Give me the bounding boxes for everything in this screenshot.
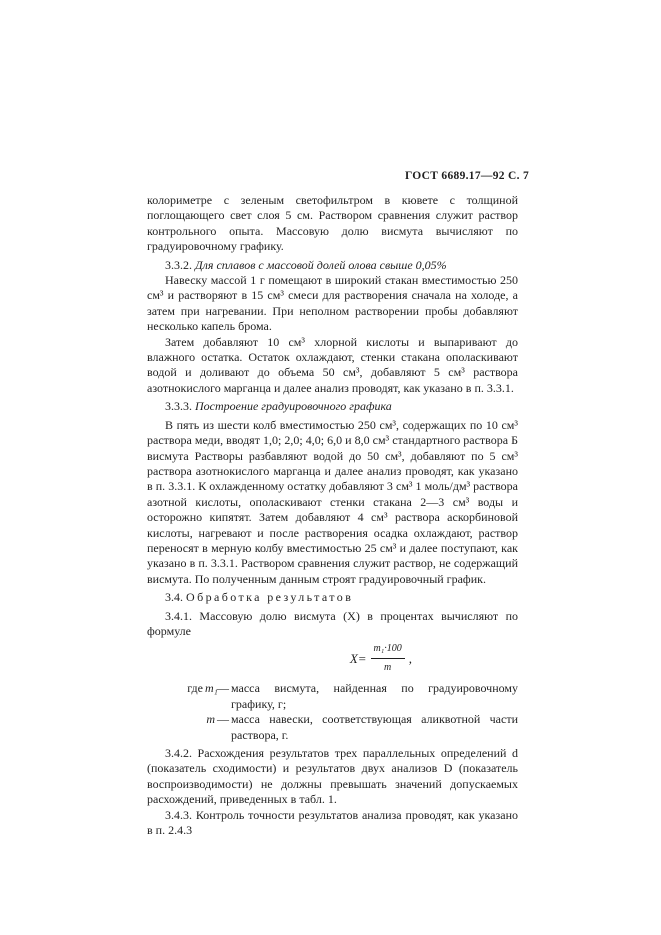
- definition-m: [155, 712, 518, 743]
- formula-numerator: m₁·100: [371, 641, 405, 658]
- formula-trailing-comma: ,: [408, 650, 412, 666]
- symbol-m1: m₁: [205, 681, 218, 696]
- section-title: Построение градуировочного графика: [195, 399, 392, 414]
- subsection-3-3-3-heading: [147, 399, 518, 414]
- formula-lhs: X=: [349, 650, 367, 666]
- definition-text: масса висмута, найденная по градуировочному графику, г;: [231, 681, 518, 711]
- paragraph-formula-intro: 3.4.1. Массовую долю висмута (X) в процентах вычисляют по формуле: [147, 608, 518, 638]
- symbol-m: m: [206, 712, 215, 727]
- section-number: 3.4.: [165, 590, 183, 605]
- definition-dash: —: [217, 712, 229, 727]
- formula-bismuth-fraction: [147, 641, 518, 675]
- section-title: Для сплавов с массовой долей олова свыше 0,05%: [195, 257, 447, 272]
- formula-fraction: [371, 641, 405, 675]
- page-body: [147, 193, 518, 838]
- definition-dash: —: [217, 681, 229, 696]
- section-number: 3.3.2.: [165, 257, 192, 272]
- running-header: ГОСТ 6689.17—92 С. 7: [404, 170, 529, 182]
- where-label: где: [187, 681, 203, 696]
- section-title: Обработка результатов: [186, 590, 354, 605]
- paragraph-continuation: колориметре с зеленым светофильтром в кювете с толщиной поглощающего свет слоя 5 см. Раствором сравнения служит раствор контрольного опыта. Массовую долю висмута вычисляют по градуировочному графику.: [147, 193, 518, 254]
- section-3-4-heading: [147, 590, 518, 605]
- variable-definitions: [155, 681, 518, 743]
- formula-denominator: m: [384, 661, 392, 673]
- section-number: 3.3.3.: [165, 399, 192, 414]
- paragraph-discrepancies: 3.4.2. Расхождения результатов трех параллельных определений d (показатель сходимости) и результатов двух анализов D (показатель воспроизводимости) не должны превышать значений допускаемых расхождений, приведенных в табл. 1.: [147, 746, 518, 807]
- subsection-3-3-2-heading: [147, 258, 518, 273]
- paragraph-evaporation: Затем добавляют 10 см³ хлорной кислоты и выпаривают до влажного остатка. Остаток охлаждают, стенки стакана ополаскивают водой и доливают до объема 50 см³, добавляют 5 см³ раствора азотнокислого марганца и далее анализ проводят, как указано в п. 3.3.1.: [147, 334, 518, 395]
- definition-text: масса навески, соответствующая аликвотной части раствора, г.: [231, 712, 518, 742]
- paragraph-sample-dissolution: Навеску массой 1 г помещают в широкий стакан вместимостью 250 см³ и растворяют в 15 см³ смеси для растворения сначала на холоде, а затем при нагревании. При неполном растворении пробы добавляют несколько капель брома.: [147, 273, 518, 334]
- paragraph-accuracy-control: 3.4.3. Контроль точности результатов анализа проводят, как указано в п. 2.4.3: [147, 807, 518, 838]
- paragraph-calibration: В пять из шести колб вместимостью 250 см³, содержащих по 10 см³ раствора меди, вводят 1,0; 2,0; 4,0; 6,0 и 8,0 см³ стандартного раствора Б висмута Растворы разбавляют водой до 50 см³, добавляют по 5 см³ раствора азотнокислого марганца и далее анализ проводят, как указано в п. 3.3.1. К охлажденному остатку добавляют 3 см³ 1 моль/дм³ раствора азотной кислоты, ополаскивают стенки стакана 2—3 см³ воды и осторожно кипятят. Затем добавляют 4 см³ раствора аскорбиновой кислоты, нагревают и после растворения осадка охлаждают, раствор переносят в мерную колбу вместимостью 25 см³ и далее поступают, как указано в п. 3.3.1. Раствором сравнения служит раствор, не содержащий висмута. По полученным данным строят градуировочный график.: [147, 417, 518, 586]
- definition-m1: [155, 681, 518, 712]
